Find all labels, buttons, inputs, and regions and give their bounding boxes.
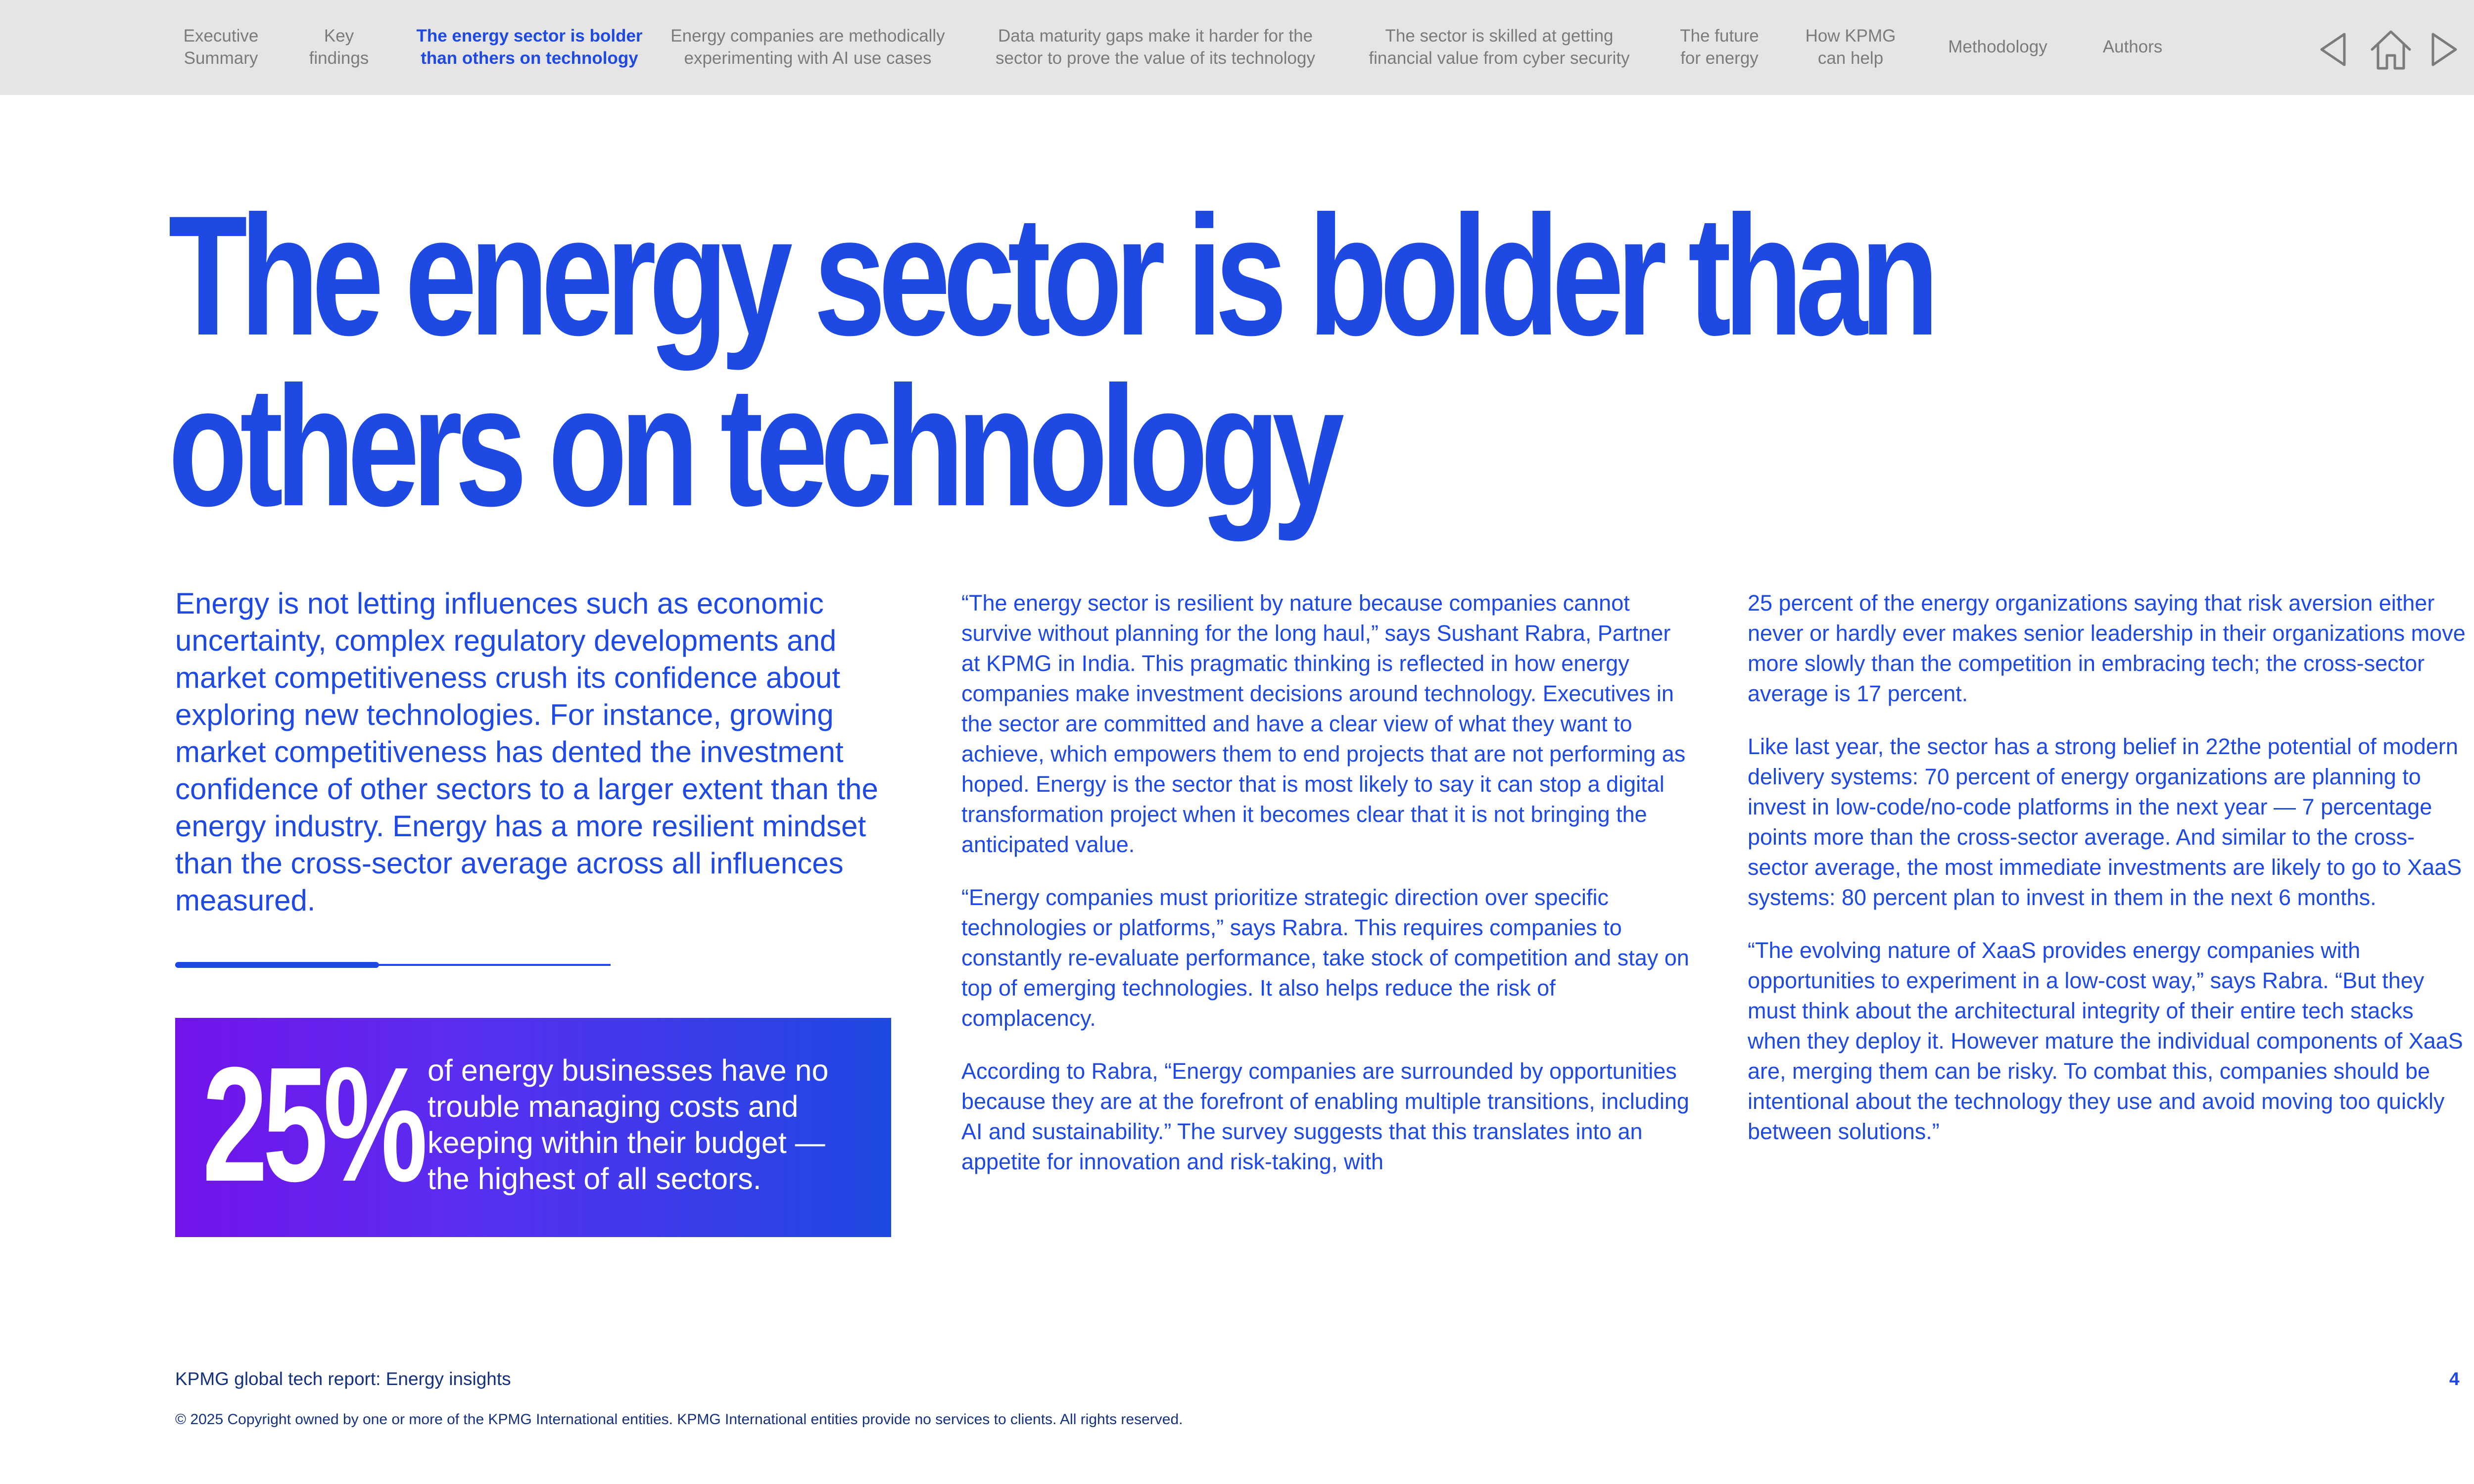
nav-label-line: than others on technology (421, 48, 638, 68)
body-paragraph: 25 percent of the energy organizations saying that risk aversion either never or hardly ever makes senior leadership in their organizations move more slowly than the competition in embracing tech; the cross-sector average is 17 percent. (1748, 590, 2466, 706)
copyright-notice: © 2025 Copyright owned by one or more of the KPMG International entities. KPMG International entities provide no services to clients. All rights reserved. (175, 1411, 1183, 1428)
page-title-line: others on technology (168, 351, 1337, 542)
nav-item-authors[interactable] (2091, 36, 2175, 58)
body-paragraph: According to Rabra, “Energy companies are surrounded by opportunities because they are at the forefront of enabling multiple transitions, including AI and sustainability.” The survey suggests that this translates into an appetite for innovation and risk-taking, with (961, 1058, 1689, 1174)
nav-label-line: findings (309, 48, 369, 68)
body-column-right (1748, 588, 2470, 1169)
top-navigation (0, 0, 2474, 95)
nav-label-line: The energy sector is bolder (416, 26, 643, 46)
nav-label-line: Summary (184, 48, 258, 68)
body-column-middle (961, 588, 1694, 1199)
nav-item-executive-summary[interactable] (168, 25, 274, 69)
nav-label-line: Methodology (1948, 37, 2047, 56)
previous-page-button[interactable] (2311, 27, 2355, 72)
nav-item-key-findings[interactable] (292, 25, 386, 69)
body-paragraph: “The evolving nature of XaaS provides energy companies with opportunities to experiment in a low-cost way,” says Rabra. “But they must think about the architectural integrity of their entire tech stacks when they deploy it. However mature the individual components of XaaS are, merging them can be risky. To combat this, companies should be intentional about the technology they use and avoid moving too quickly between solutions.” (1748, 938, 2463, 1144)
nav-label-line: How KPMG (1805, 26, 1896, 46)
stat-number: 25% (202, 1033, 423, 1215)
home-icon (2366, 25, 2416, 74)
home-button[interactable] (2366, 25, 2416, 74)
nav-label-line: for energy (1680, 48, 1759, 68)
nav-label-line: Data maturity gaps make it harder for the (998, 26, 1313, 46)
nav-label-line: Energy companies are methodically (670, 26, 945, 46)
footer-report-title: KPMG global tech report: Energy insights (175, 1369, 511, 1389)
next-page-button[interactable] (2422, 27, 2467, 72)
nav-label-line: financial value from cyber security (1369, 48, 1630, 68)
body-paragraph: “Energy companies must prioritize strategic direction over specific technologies or platforms,” says Rabra. This requires companies to constantly re-evaluate performance, take stock of competition and stay on top of emerging technologies. It also helps reduce the risk of complacency. (961, 885, 1689, 1031)
nav-item-cyber-security[interactable] (1356, 25, 1643, 69)
body-paragraph: Like last year, the sector has a strong belief in 22the potential of modern delivery systems: 70 percent of energy organizations are planning to invest in low-code/no-code platforms in the next year — 7 percentage points more than the cross-sector average. And similar to the cross-sector average, the most immediate investments are likely to go to XaaS systems: 80 percent plan to invest in them in the next 6 months. (1748, 734, 2462, 910)
page-number: 4 (2449, 1369, 2460, 1389)
nav-item-ai-use-cases[interactable] (663, 25, 952, 69)
nav-label-line: Authors (2102, 37, 2163, 56)
intro-paragraph: Energy is not letting influences such as economic uncertainty, complex regulatory developments and market competitiveness crush its confidence about exploring new technologies. For instance, growing market competitiveness has dented the investment confidence of other sectors to a larger extent than the energy industry. Energy has a more resilient mindset than the cross-sector average across all influences measured. (175, 587, 878, 917)
nav-label-line: Key (324, 26, 354, 46)
nav-label-line: The future (1680, 26, 1759, 46)
nav-item-methodology[interactable] (1937, 36, 2058, 58)
page-title-line: The energy sector is bolder than (168, 181, 1932, 371)
stat-description: of energy businesses have no trouble managing costs and keeping within their budget — the highest of all sectors. (428, 1053, 829, 1196)
nav-item-how-kpmg-can-help[interactable] (1791, 25, 1910, 69)
nav-label-line: experimenting with AI use cases (684, 48, 932, 68)
nav-item-data-maturity[interactable] (982, 25, 1329, 69)
body-paragraph: “The energy sector is resilient by nature because companies cannot survive without planning for the long haul,” says Sushant Rabra, Partner at KPMG in India. This pragmatic thinking is reflected in how energy companies make investment decisions around technology. Executives in the sector are committed and have a clear view of what they want to achieve, which empowers them to end projects that are not performing as hoped. Energy is the sector that is most likely to say it can stop a digital transformation project when it becomes clear that it is not bringing the anticipated value. (961, 590, 1686, 857)
nav-label-line: The sector is skilled at getting (1385, 26, 1614, 46)
chevron-left-icon (2311, 27, 2355, 72)
page-title (168, 181, 1932, 542)
nav-label-line: Executive (183, 26, 259, 46)
stat-callout (175, 1018, 891, 1237)
divider-accent (175, 962, 379, 968)
nav-item-future-for-energy[interactable] (1665, 25, 1774, 69)
nav-label-line: can help (1817, 48, 1884, 68)
chevron-right-icon (2422, 27, 2467, 72)
nav-label-line: sector to prove the value of its technology (996, 48, 1315, 68)
nav-item-energy-sector-bolder[interactable] (406, 25, 653, 69)
